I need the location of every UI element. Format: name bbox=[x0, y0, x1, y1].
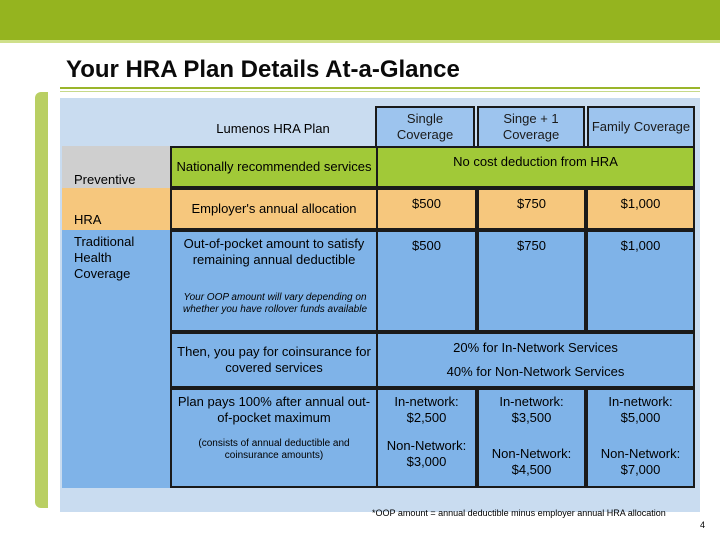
oop-amount-single-plus-one: $750 bbox=[477, 230, 586, 332]
oop-max-label-text: Plan pays 100% after annual out-of-pocket maximum bbox=[177, 394, 371, 425]
top-banner-accent bbox=[0, 40, 720, 43]
page-number: 4 bbox=[700, 520, 706, 530]
coinsurance-non-network: 40% for Non-Network Services bbox=[446, 364, 625, 379]
preventive-section-label: Preventive bbox=[62, 146, 170, 188]
employer-allocation-family: $1,000 bbox=[586, 188, 695, 230]
employer-allocation-label: Employer's annual allocation bbox=[170, 188, 378, 230]
plan-name-header: Lumenos HRA Plan bbox=[216, 121, 330, 136]
coinsurance-in-network: 20% for In-Network Services bbox=[453, 340, 618, 355]
family-coverage-header: Family Coverage bbox=[587, 106, 695, 148]
preventive-row-value: No cost deduction from HRA bbox=[376, 146, 695, 188]
title-underline-light bbox=[60, 91, 700, 92]
oop-amount-label-text: Out-of-pocket amount to satisfy remaining annual deductible bbox=[183, 236, 365, 267]
hra-section-label: HRA bbox=[62, 188, 170, 230]
single-coverage-header: Single Coverage bbox=[375, 106, 475, 148]
oop-max-family bbox=[586, 388, 695, 488]
oop-amount-note: Your OOP amount will vary depending on whether you have rollover funds available bbox=[183, 292, 367, 315]
page-title: Your HRA Plan Details At-a-Glance bbox=[66, 56, 460, 83]
oop-max-family-non-network: Non-Network: $7,000 bbox=[600, 446, 681, 477]
oop-max-single-plus-one bbox=[477, 388, 586, 488]
employer-allocation-single-plus-one: $750 bbox=[477, 188, 586, 230]
footnote: *OOP amount = annual deductible minus employer annual HRA allocation bbox=[372, 508, 666, 518]
oop-max-sublabel: (consists of annual deductible and coinsurance amounts) bbox=[198, 438, 350, 461]
single-plus-one-header: Singe + 1 Coverage bbox=[477, 106, 585, 148]
oop-max-single bbox=[376, 388, 477, 488]
coinsurance-values bbox=[376, 332, 695, 388]
coinsurance-label: Then, you pay for coinsurance for covered services bbox=[170, 332, 378, 388]
oop-max-family-in-network: In-network: $5,000 bbox=[608, 394, 673, 425]
traditional-coverage-section-label: Traditional Health Coverage bbox=[62, 230, 170, 488]
oop-max-single-plus-one-non-network: Non-Network: $4,500 bbox=[491, 446, 572, 477]
title-underline bbox=[60, 87, 700, 89]
oop-max-single-non-network: Non-Network: $3,000 bbox=[386, 438, 467, 469]
oop-amount-label bbox=[170, 230, 378, 332]
oop-max-label bbox=[170, 388, 378, 488]
oop-max-single-plus-one-in-network: In-network: $3,500 bbox=[499, 394, 564, 425]
side-accent-bar bbox=[35, 92, 48, 508]
oop-amount-single: $500 bbox=[376, 230, 477, 332]
top-banner bbox=[0, 0, 720, 40]
employer-allocation-single: $500 bbox=[376, 188, 477, 230]
oop-amount-family: $1,000 bbox=[586, 230, 695, 332]
preventive-row-label: Nationally recommended services bbox=[170, 146, 378, 188]
oop-max-single-in-network: In-network: $2,500 bbox=[394, 394, 459, 425]
